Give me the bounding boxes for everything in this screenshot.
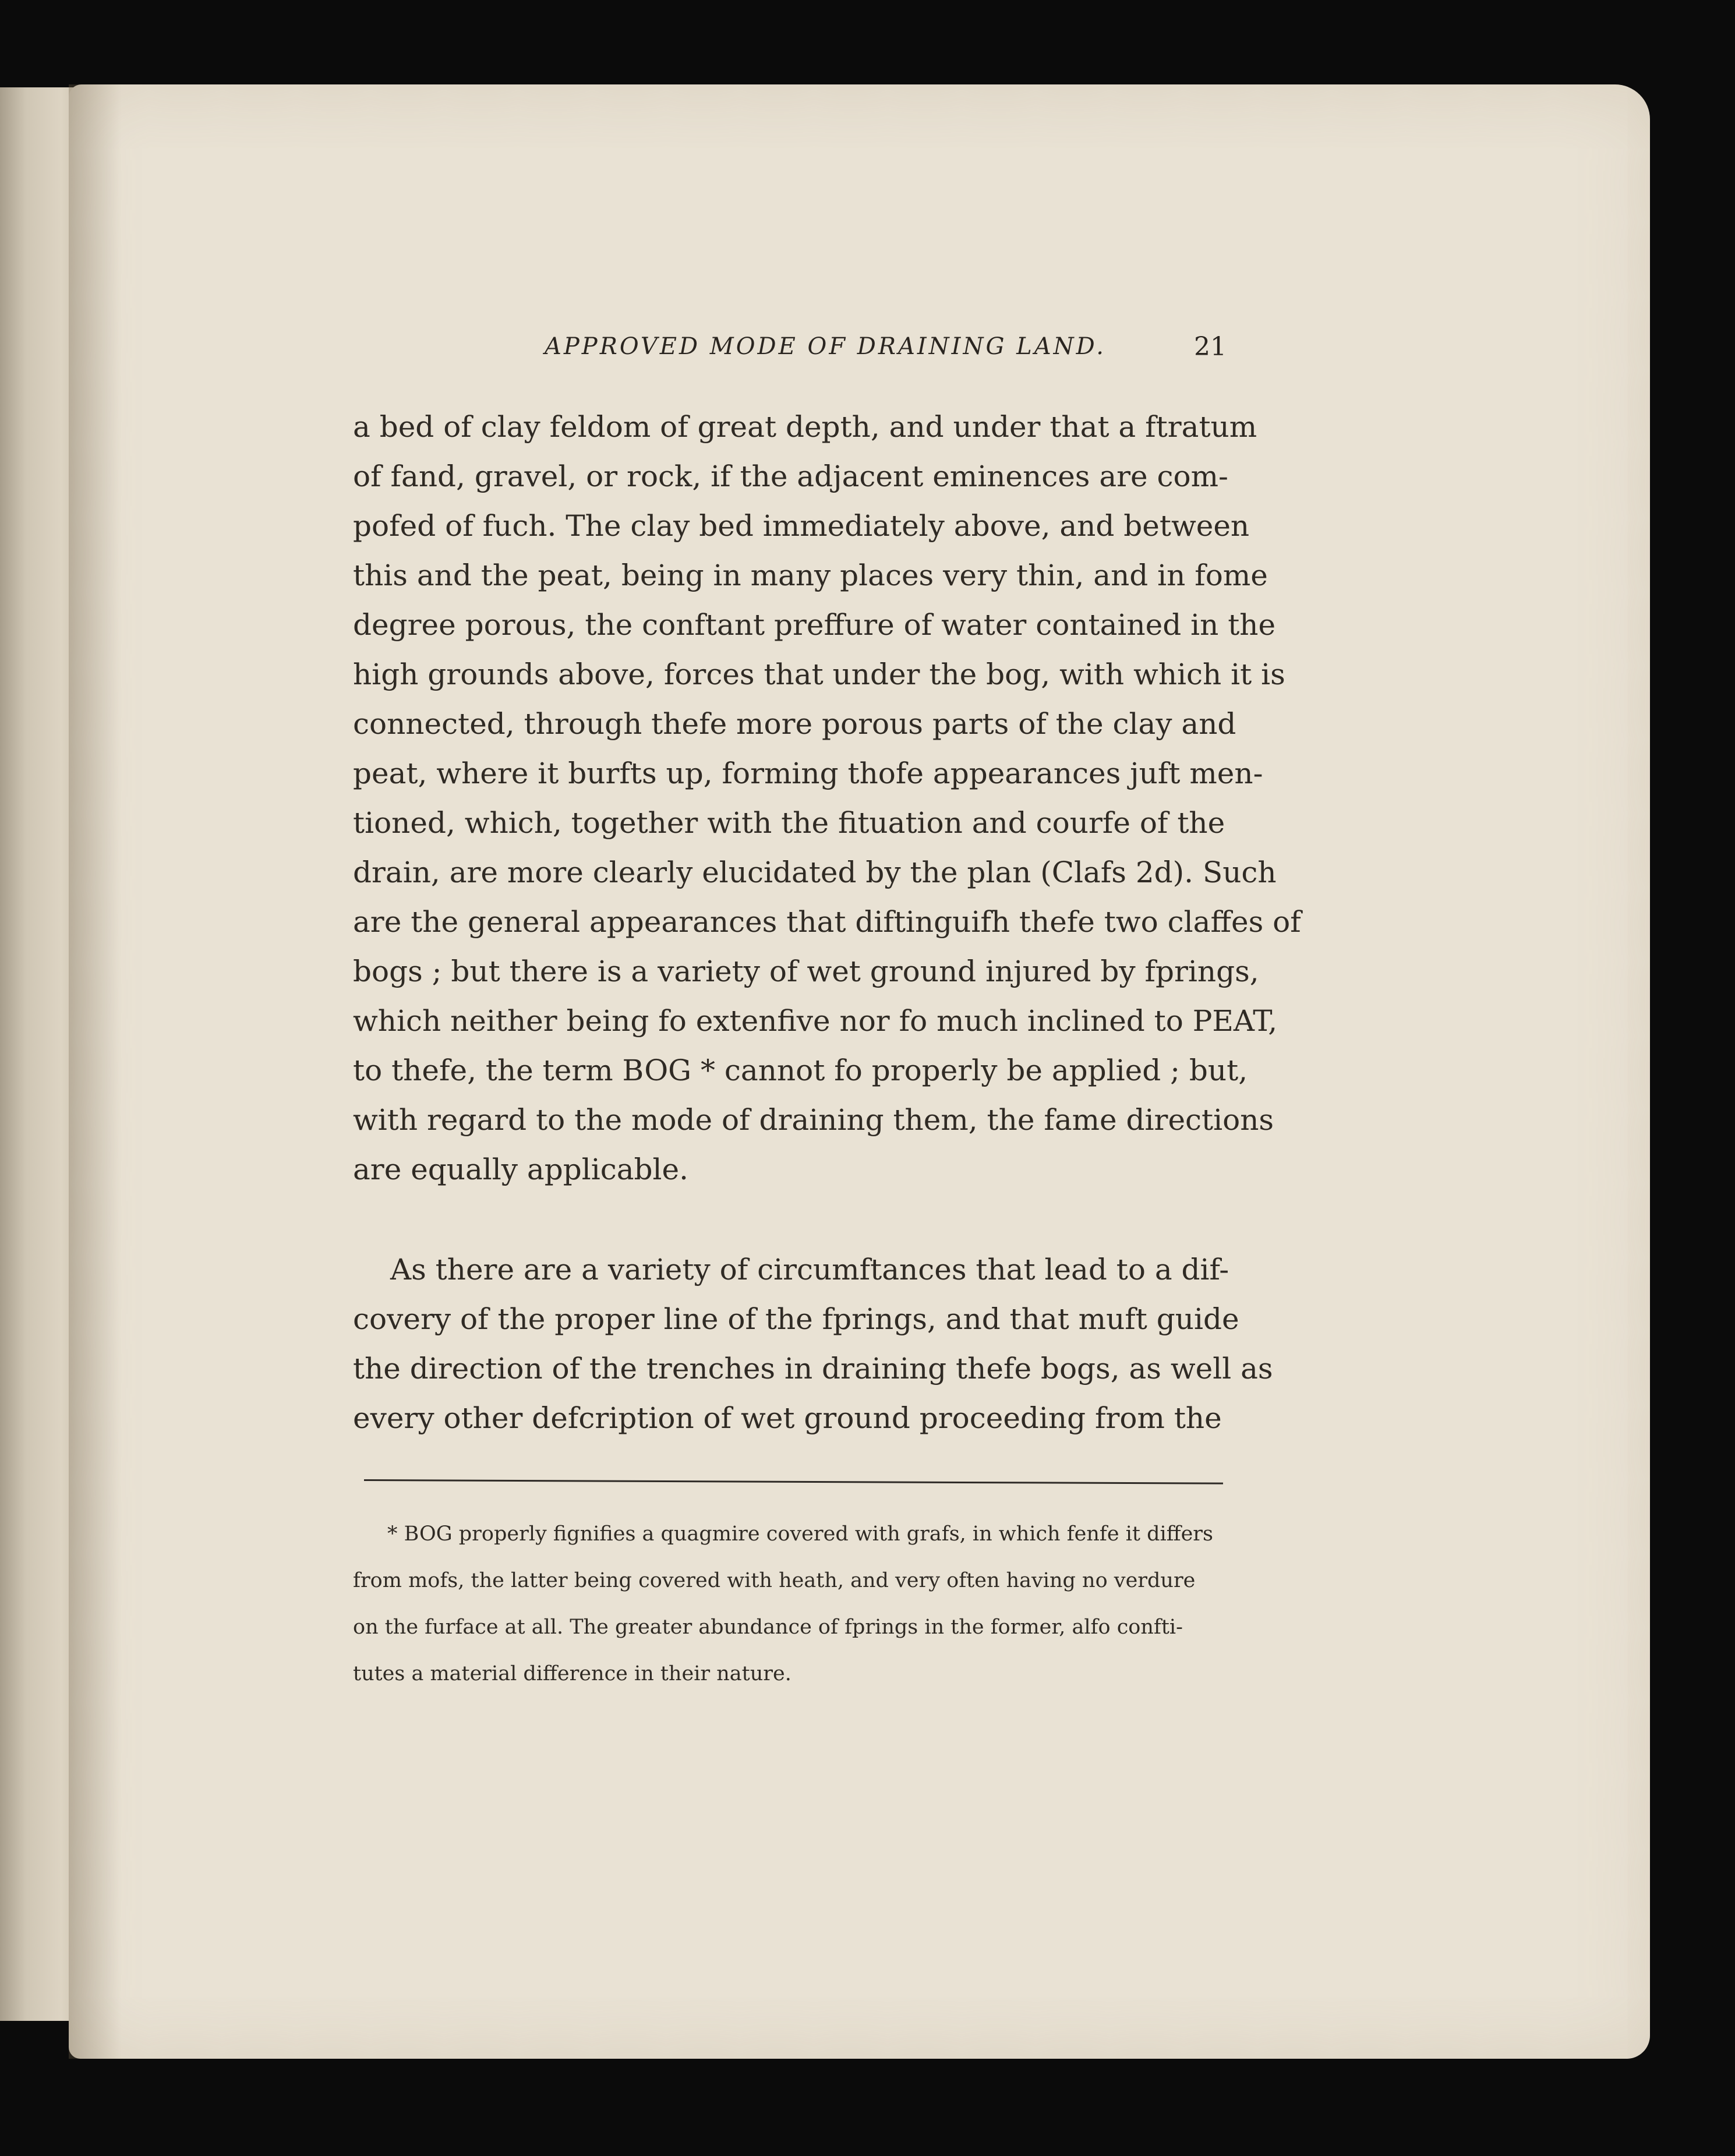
- body-line: are equally applicable.: [353, 1153, 689, 1186]
- body-line: pofed of fuch. The clay bed immediately above, and between: [353, 509, 1250, 543]
- body-line: this and the peat, being in many places very thin, and in fome: [353, 559, 1268, 592]
- body-line: high grounds above, forces that under the bog, with which it is: [353, 658, 1285, 691]
- body-line: covery of the proper line of the fprings, and that muft guide: [353, 1302, 1239, 1336]
- body-line: degree porous, the conftant preffure of water contained in the: [353, 608, 1276, 642]
- body-line: of fand, gravel, or rock, if the adjacent eminences are com-: [353, 460, 1228, 493]
- footnote-line: tutes a material difference in their nature.: [353, 1662, 791, 1685]
- body-line: are the general appearances that diftinguifh thefe two claffes of: [353, 905, 1301, 939]
- body-line: which neither being fo extenfive nor fo much inclined to PEAT,: [353, 1004, 1278, 1038]
- body-line: the direction of the trenches in draining thefe bogs, as well as: [353, 1352, 1273, 1386]
- body-line: connected, through thefe more porous parts of the clay and: [353, 707, 1236, 741]
- body-line: to thefe, the term BOG * cannot fo properly be applied ; but,: [353, 1054, 1248, 1087]
- body-line: a bed of clay feldom of great depth, and under that a ftratum: [353, 410, 1257, 444]
- body-line: every other defcription of wet ground proceeding from the: [353, 1401, 1222, 1435]
- body-line: drain, are more clearly elucidated by the plan (Clafs 2d). Such: [353, 856, 1277, 889]
- body-line: tioned, which, together with the fituation and courfe of the: [353, 806, 1225, 840]
- body-line: peat, where it burfts up, forming thofe appearances juft men-: [353, 757, 1263, 790]
- footnote-line: on the furface at all. The greater abundance of fprings in the former, alfo confti-: [353, 1616, 1183, 1639]
- page-number: 21: [1194, 332, 1227, 362]
- body-line: bogs ; but there is a variety of wet ground injured by fprings,: [353, 955, 1259, 988]
- running-head: APPROVED MODE OF DRAINING LAND.: [545, 333, 1106, 360]
- body-line: As there are a variety of circumftances that lead to a dif-: [390, 1253, 1229, 1286]
- footnote-line: from mofs, the latter being covered with heath, and very often having no verdure: [353, 1569, 1196, 1592]
- gutter-shadow: [69, 84, 121, 2059]
- footnote-line: * BOG properly fignifies a quagmire covered with grafs, in which fenfe it differs: [387, 1522, 1213, 1546]
- body-line: with regard to the mode of draining them, the fame directions: [353, 1103, 1274, 1137]
